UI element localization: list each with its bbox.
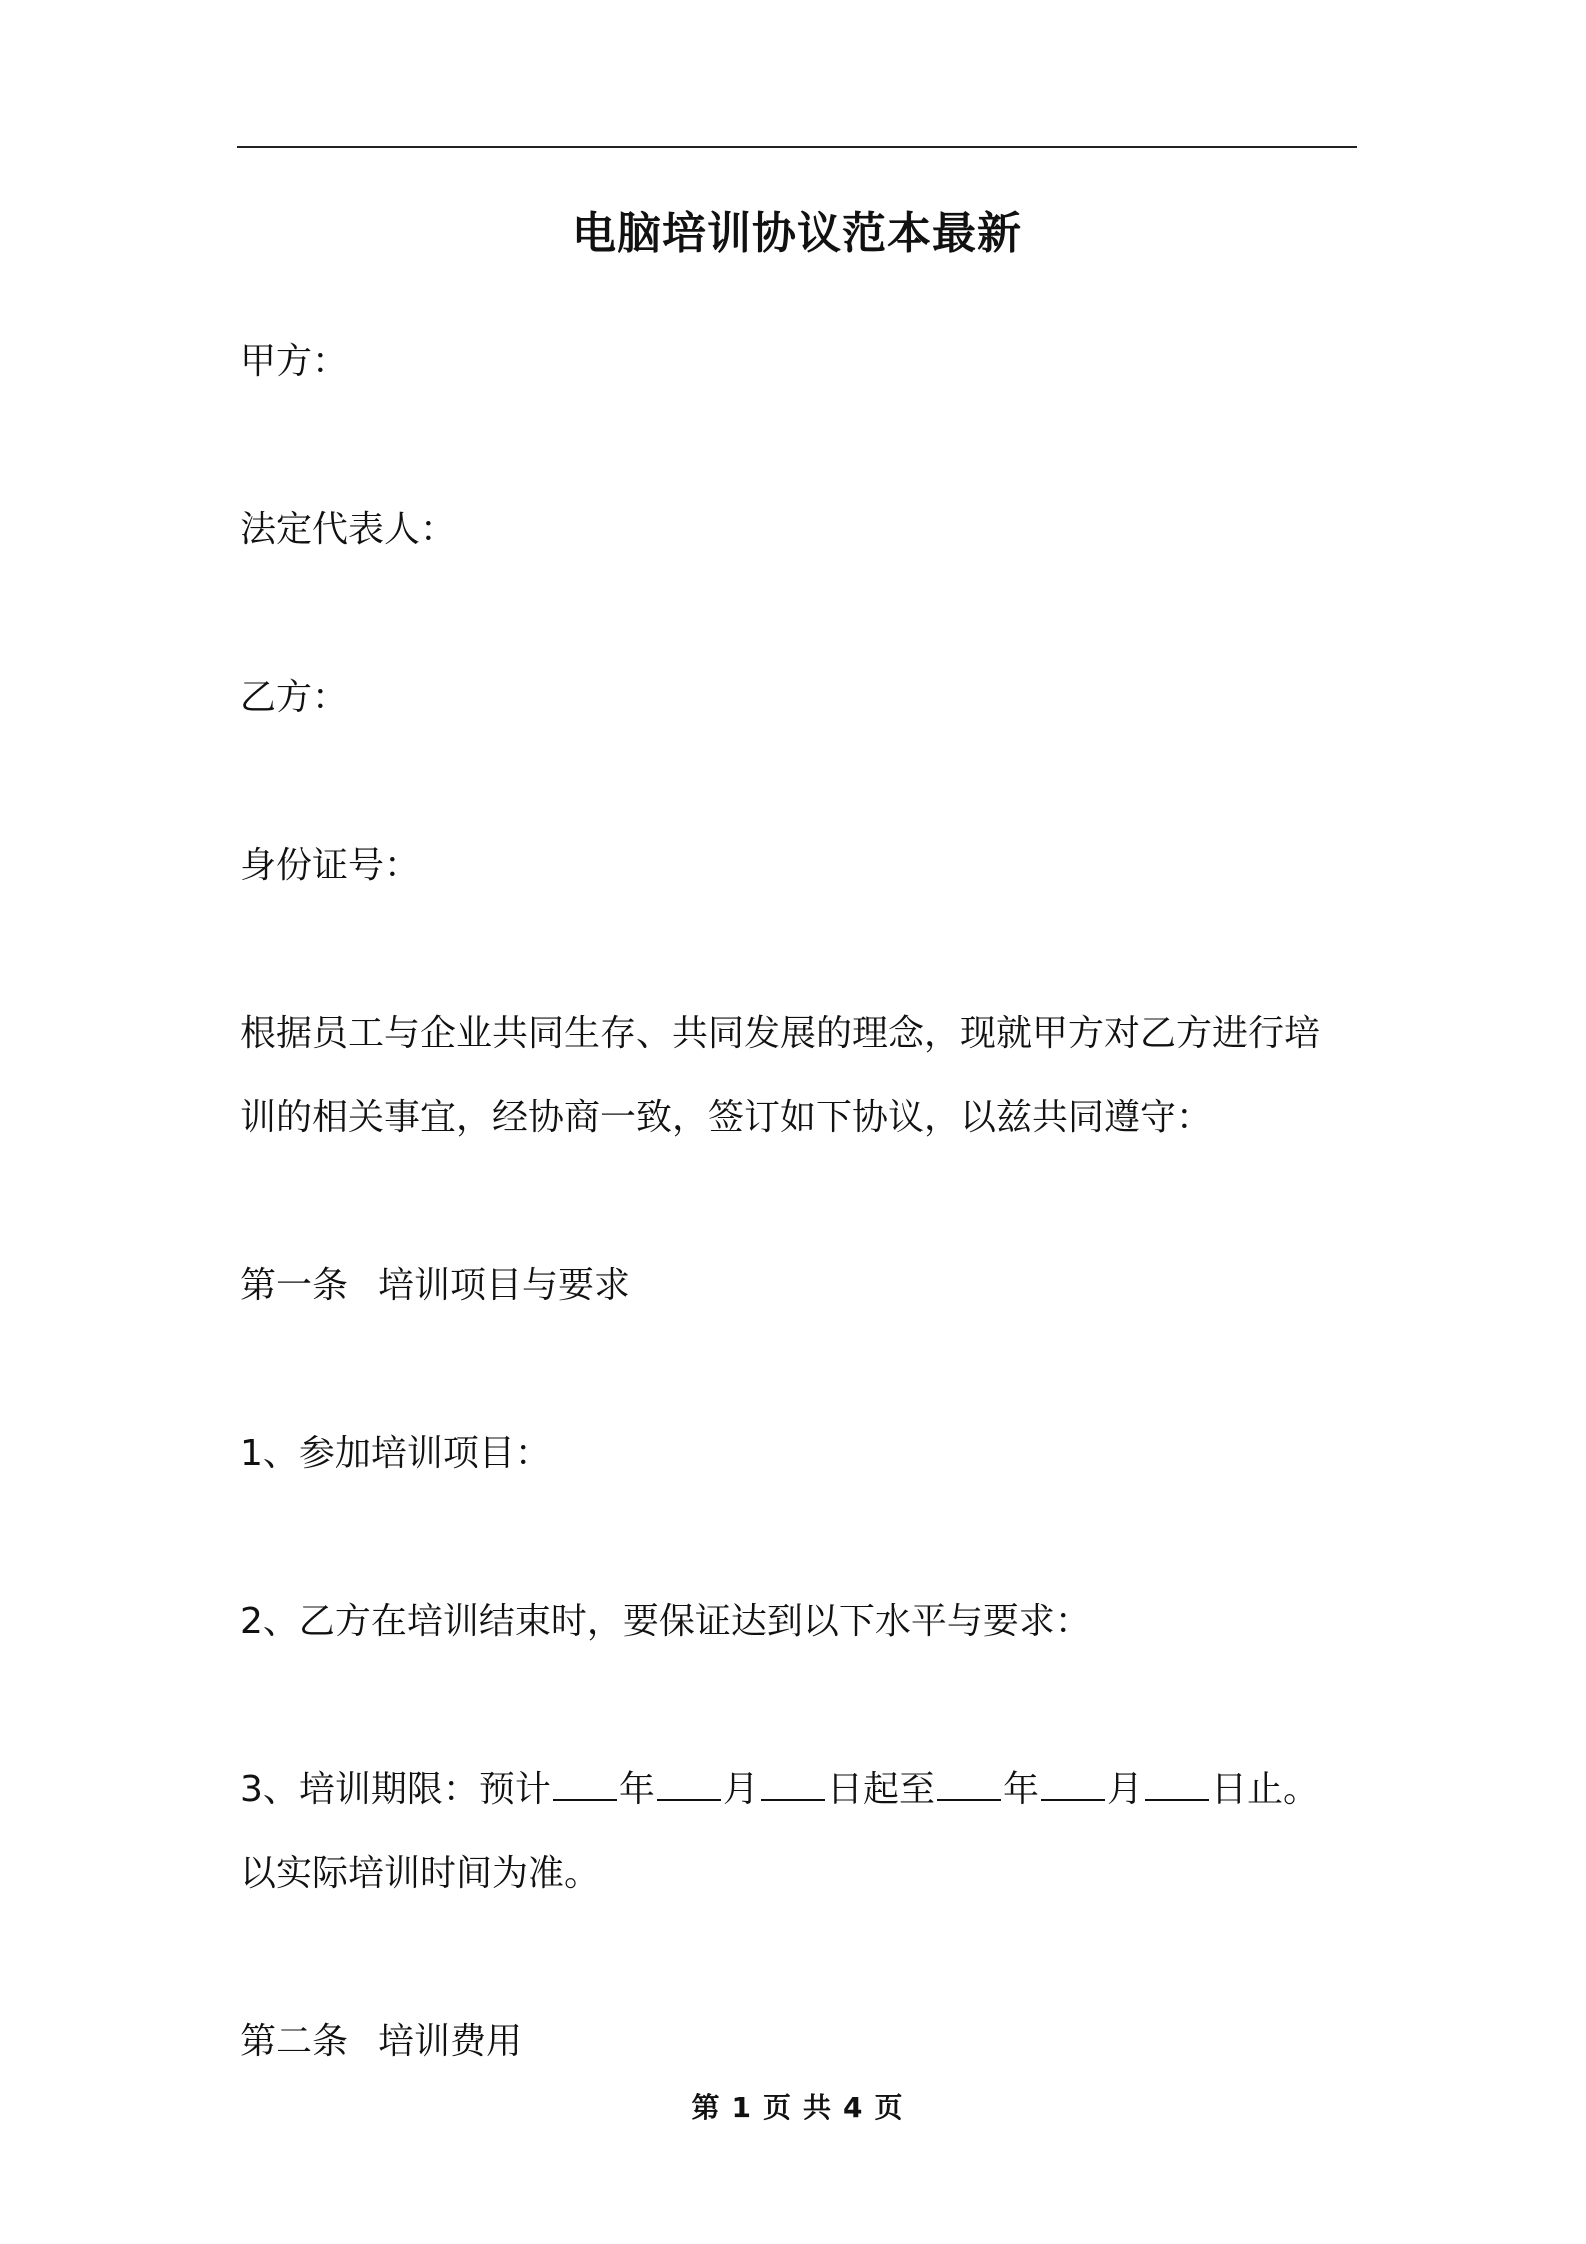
header-rule — [237, 146, 1357, 148]
start-month-blank — [657, 1769, 721, 1801]
item-2-requirements: 2、乙方在培训结束时，要保证达到以下水平与要求： — [240, 1601, 1091, 1642]
start-day-label: 日起至 — [826, 1769, 935, 1810]
end-day-blank — [1145, 1769, 1209, 1801]
preamble-line-1: 根据员工与企业共同生存、共同发展的理念，现就甲方对乙方进行培 — [240, 1013, 1321, 1054]
start-month-label: 月 — [722, 1769, 759, 1810]
end-month-label: 月 — [1106, 1769, 1143, 1810]
total-label: 共 — [803, 2091, 832, 2124]
article-1-number: 第一条 — [240, 1265, 349, 1306]
item-3-training-period — [240, 1760, 1360, 1820]
page-label: 第 — [691, 2091, 720, 2124]
article-1-title: 培训项目与要求 — [378, 1265, 631, 1306]
preamble-line-2: 训的相关事宜，经协商一致，签订如下协议，以兹共同遵守： — [240, 1097, 1213, 1138]
total-pages: 4 — [843, 2091, 863, 2124]
party-a-label: 甲方： — [240, 341, 349, 382]
article-2-number: 第二条 — [240, 2021, 349, 2062]
article-2-heading — [240, 2012, 1360, 2072]
page-unit: 页 — [762, 2091, 791, 2124]
article-1-heading — [240, 1256, 1360, 1316]
start-day-blank — [761, 1769, 825, 1801]
id-number-label: 身份证号： — [240, 845, 421, 886]
page-footer — [237, 2088, 1357, 2128]
page-number: 1 — [731, 2091, 751, 2124]
start-year-label: 年 — [618, 1769, 655, 1810]
total-unit: 页 — [874, 2091, 903, 2124]
start-year-blank — [553, 1769, 617, 1801]
article-2-title: 培训费用 — [378, 2021, 523, 2062]
item-3-prefix: 3、培训期限：预计 — [240, 1769, 551, 1810]
end-year-blank — [937, 1769, 1001, 1801]
legal-representative-label: 法定代表人： — [240, 509, 457, 550]
item-3-note: 以实际培训时间为准。 — [240, 1853, 601, 1894]
end-day-label: 日止。 — [1210, 1769, 1319, 1810]
end-year-label: 年 — [1002, 1769, 1039, 1810]
document-title: 电脑培训协议范本最新 — [572, 208, 1022, 259]
party-b-label: 乙方： — [240, 677, 349, 718]
item-1-training-project: 1、参加培训项目： — [240, 1433, 551, 1474]
end-month-blank — [1041, 1769, 1105, 1801]
